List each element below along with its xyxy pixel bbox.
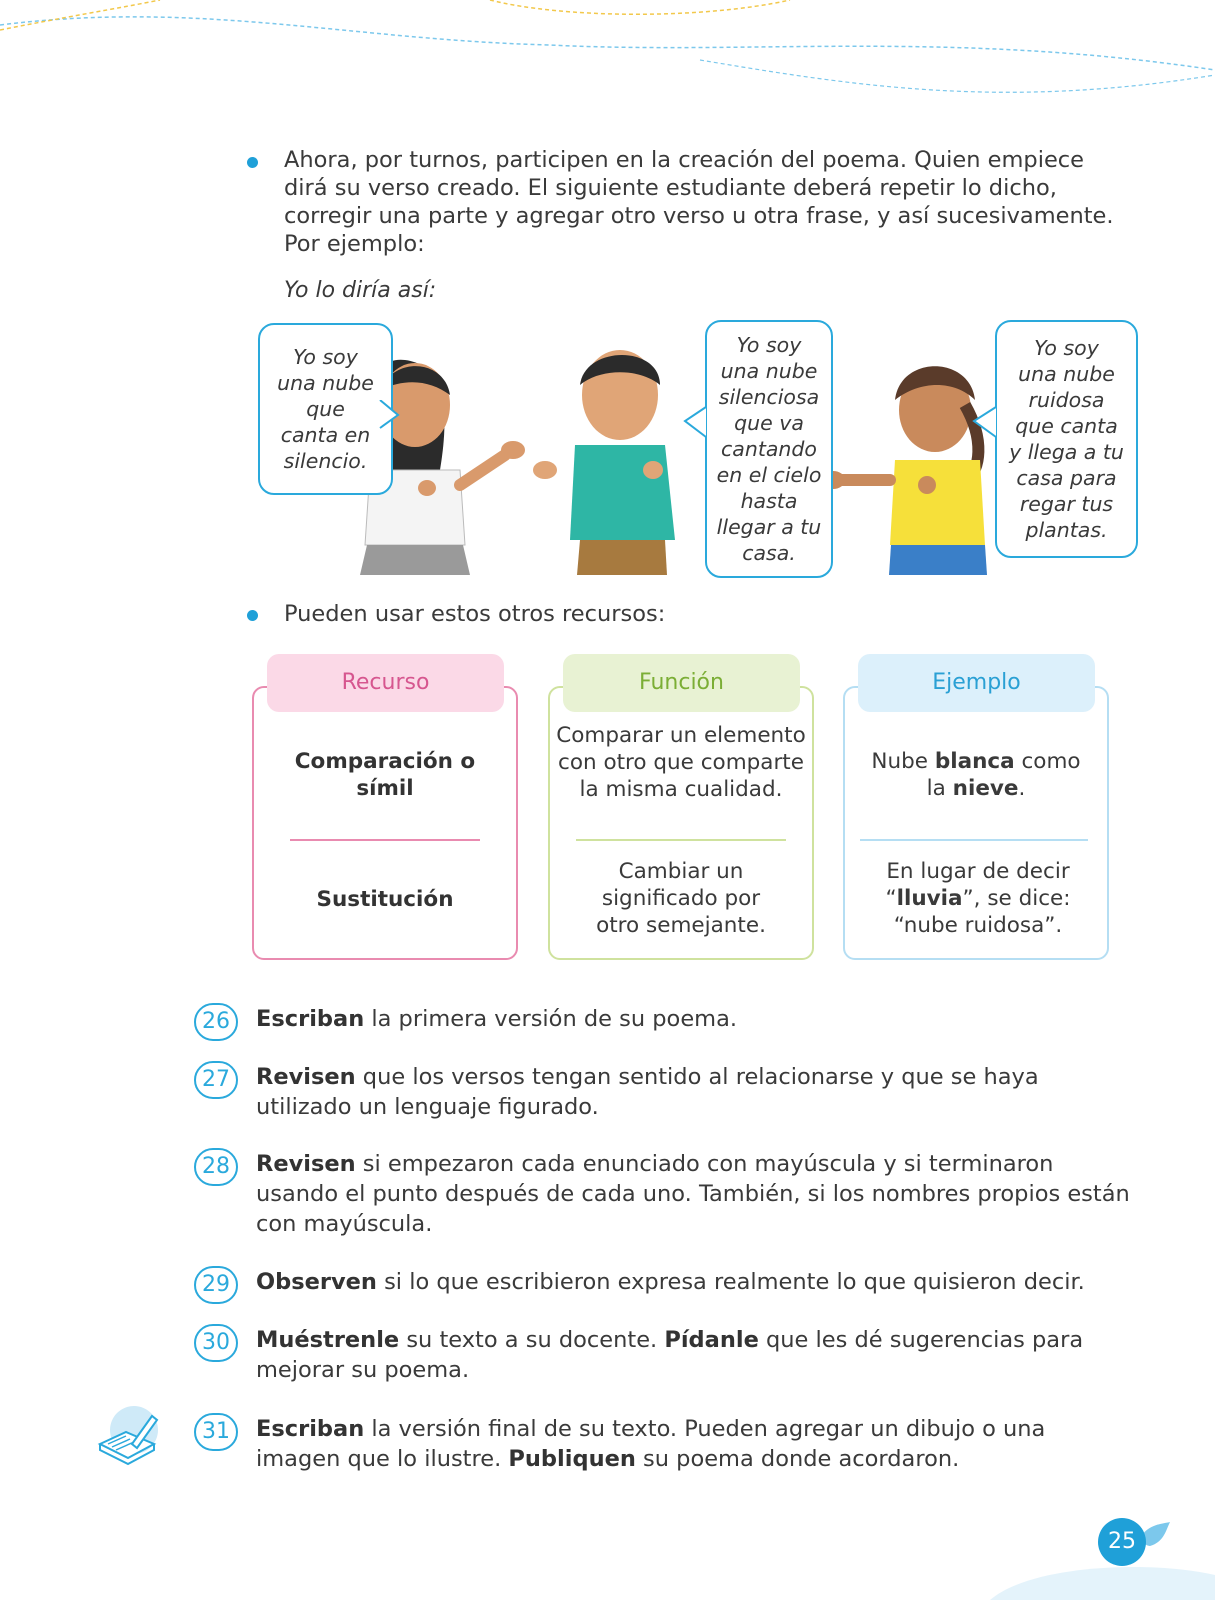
step-29: Observen si lo que escribieron expresa realmente lo que quisieron decir. — [256, 1269, 1085, 1295]
writing-notebook-icon — [96, 1404, 162, 1466]
recurso-divider — [290, 839, 480, 841]
step-31: Escriban la versión final de su texto. Pueden agregar un dibujo o una imagen que lo ilustre. Publiquen su poema donde acordaron. — [256, 1416, 1046, 1472]
recurso-header: Recurso — [267, 654, 504, 712]
funcion-row2: Cambiar un significado por otro semejante. — [596, 859, 766, 938]
step-number-30: 30 — [194, 1324, 238, 1362]
bullet-icon — [247, 157, 258, 168]
speech-bubble-text: Yo soy una nube ruidosa que canta y llega a tu casa para regar tus plantas. — [1009, 336, 1124, 542]
funcion-header: Función — [563, 654, 800, 712]
decorative-blob — [990, 1560, 1215, 1600]
ejemplo-row2: En lugar de decir “lluvia”, se dice: “nube ruidosa”. — [885, 859, 1071, 938]
speech-bubble-girl-left — [258, 323, 393, 495]
girl-right-illustration — [821, 366, 987, 575]
resources-intro: Pueden usar estos otros recursos: — [284, 601, 666, 627]
step-number-27: 27 — [194, 1061, 238, 1099]
funcion-divider — [576, 839, 786, 841]
recurso-row1: Comparación o símil — [294, 749, 476, 801]
page-number: 25 — [1098, 1518, 1146, 1566]
recurso-column — [252, 686, 518, 960]
speech-bubble-tail-icon — [683, 405, 707, 439]
intro-paragraph: Ahora, por turnos, participen en la creación del poema. Quien empiece dirá su verso creado. El siguiente estudiante deberá repetir lo dicho, corregir una parte y agregar otro verso u otra frase, y así sucesivamente. Por ejemplo: — [284, 147, 1114, 257]
speech-bubble-text: Yo soy una nube silenciosa que va cantando en el cielo hasta llegar a tu casa. — [716, 333, 822, 565]
ejemplo-header: Ejemplo — [858, 654, 1095, 712]
ejemplo-row1: Nube blanca como la nieve. — [871, 749, 1081, 801]
speech-bubble-boy — [705, 320, 833, 578]
step-28: Revisen si empezaron cada enunciado con mayúscula y si terminaron usando el punto después de cada uno. También, si los nombres propios están con mayúscula. — [256, 1151, 1130, 1237]
speech-bubble-tail-icon — [378, 400, 400, 430]
step-number-29: 29 — [194, 1266, 238, 1304]
speech-bubble-tail-icon — [972, 405, 997, 439]
speech-bubble-girl-right — [995, 320, 1138, 558]
funcion-row1: Comparar un elemento con otro que comparte la misma cualidad. — [556, 723, 806, 802]
boy-center-illustration — [533, 350, 675, 575]
step-number-26: 26 — [194, 1003, 238, 1041]
recurso-row2: Sustitución — [316, 887, 454, 912]
decorative-wave-lines — [0, 0, 1215, 130]
speech-bubble-text: Yo soy una nube que canta en silencio. — [277, 345, 374, 473]
step-number-28: 28 — [194, 1148, 238, 1186]
example-label: Yo lo diría así: — [284, 278, 437, 303]
step-30: Muéstrenle su texto a su docente. Pídanle que les dé sugerencias para mejorar su poema. — [256, 1327, 1084, 1383]
step-26: Escriban la primera versión de su poema. — [256, 1006, 738, 1032]
step-number-31: 31 — [194, 1413, 238, 1451]
step-27: Revisen que los versos tengan sentido al relacionarse y que se haya utilizado un lenguaje figurado. — [256, 1064, 1039, 1120]
ejemplo-divider — [860, 839, 1088, 841]
bullet-icon — [247, 610, 258, 621]
